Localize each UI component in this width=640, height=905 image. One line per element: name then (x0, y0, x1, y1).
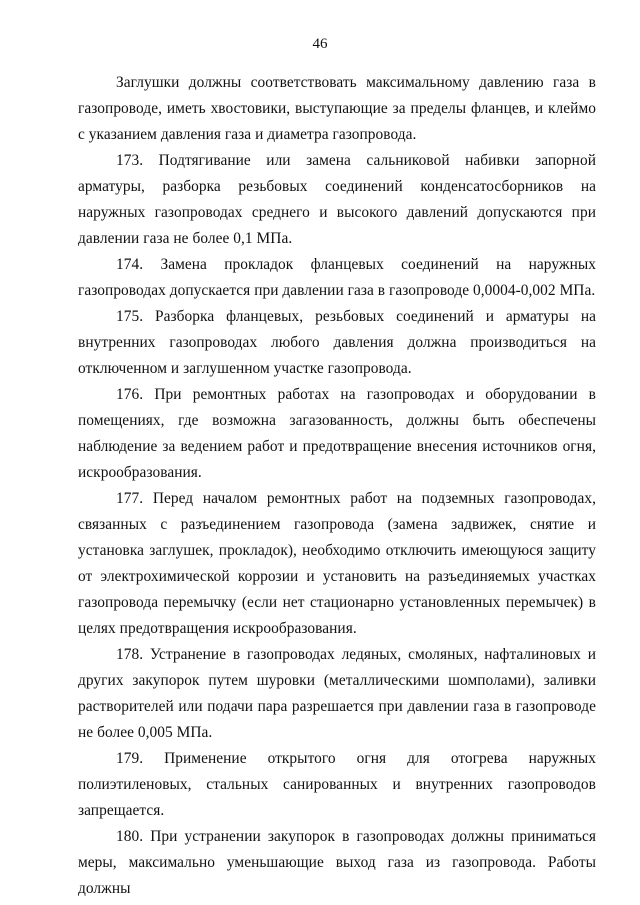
paragraph-179: 179. Применение открытого огня для отогрева наружных полиэтиленовых, стальных санированных и внутренних газопроводов запрещается. (78, 750, 596, 819)
paragraph-180: 180. При устранении закупорок в газопроводах должны приниматься меры, максимально уменьшающие выход газа из газопровода. Работы должны (78, 828, 596, 897)
page-number: 46 (312, 36, 328, 52)
paragraph-174: 174. Замена прокладок фланцевых соединений на наружных газопроводах допускается при давлении газа в газопроводе 0,0004-0,002 МПа. (78, 256, 596, 299)
paragraph-178: 178. Устранение в газопроводах ледяных, смоляных, нафталиновых и других закупорок путем шуровки (металлическими шомполами), заливки растворителей или подачи пара разрешается при давлении газа в газопроводе не более 0,005 МПа. (78, 646, 596, 741)
paragraph-173: 173. Подтягивание или замена сальниковой набивки запорной арматуры, разборка резьбовых соединений конденсатосборников на наружных газопроводах среднего и высокого давлений допускаются при давлении газа не более 0,1 МПа. (78, 152, 596, 247)
paragraph-176: 176. При ремонтных работах на газопроводах и оборудовании в помещениях, где возможна загазованность, должны быть обеспечены наблюдение за ведением работ и предотвращение внесения источников огня, искрообразования. (78, 386, 596, 481)
paragraph-175: 175. Разборка фланцевых, резьбовых соединений и арматуры на внутренних газопроводах любого давления должна производиться на отключенном и заглушенном участке газопровода. (78, 308, 596, 377)
paragraph-177: 177. Перед началом ремонтных работ на подземных газопроводах, связанных с разъединением газопровода (замена задвижек, снятие и установка заглушек, прокладок), необходимо отключить имеющуюся защиту от электрохимической коррозии и установить на разъединяемых участках газопровода перемычку (если нет стационарно установленных перемычек) в целях предотвращения искрообразования. (78, 490, 596, 637)
document-body (78, 70, 596, 902)
paragraph-stub-requirements: Заглушки должны соответствовать максимальному давлению газа в газопроводе, иметь хвостовики, выступающие за пределы фланцев, и клеймо с указанием давления газа и диаметра газопровода. (78, 74, 596, 143)
